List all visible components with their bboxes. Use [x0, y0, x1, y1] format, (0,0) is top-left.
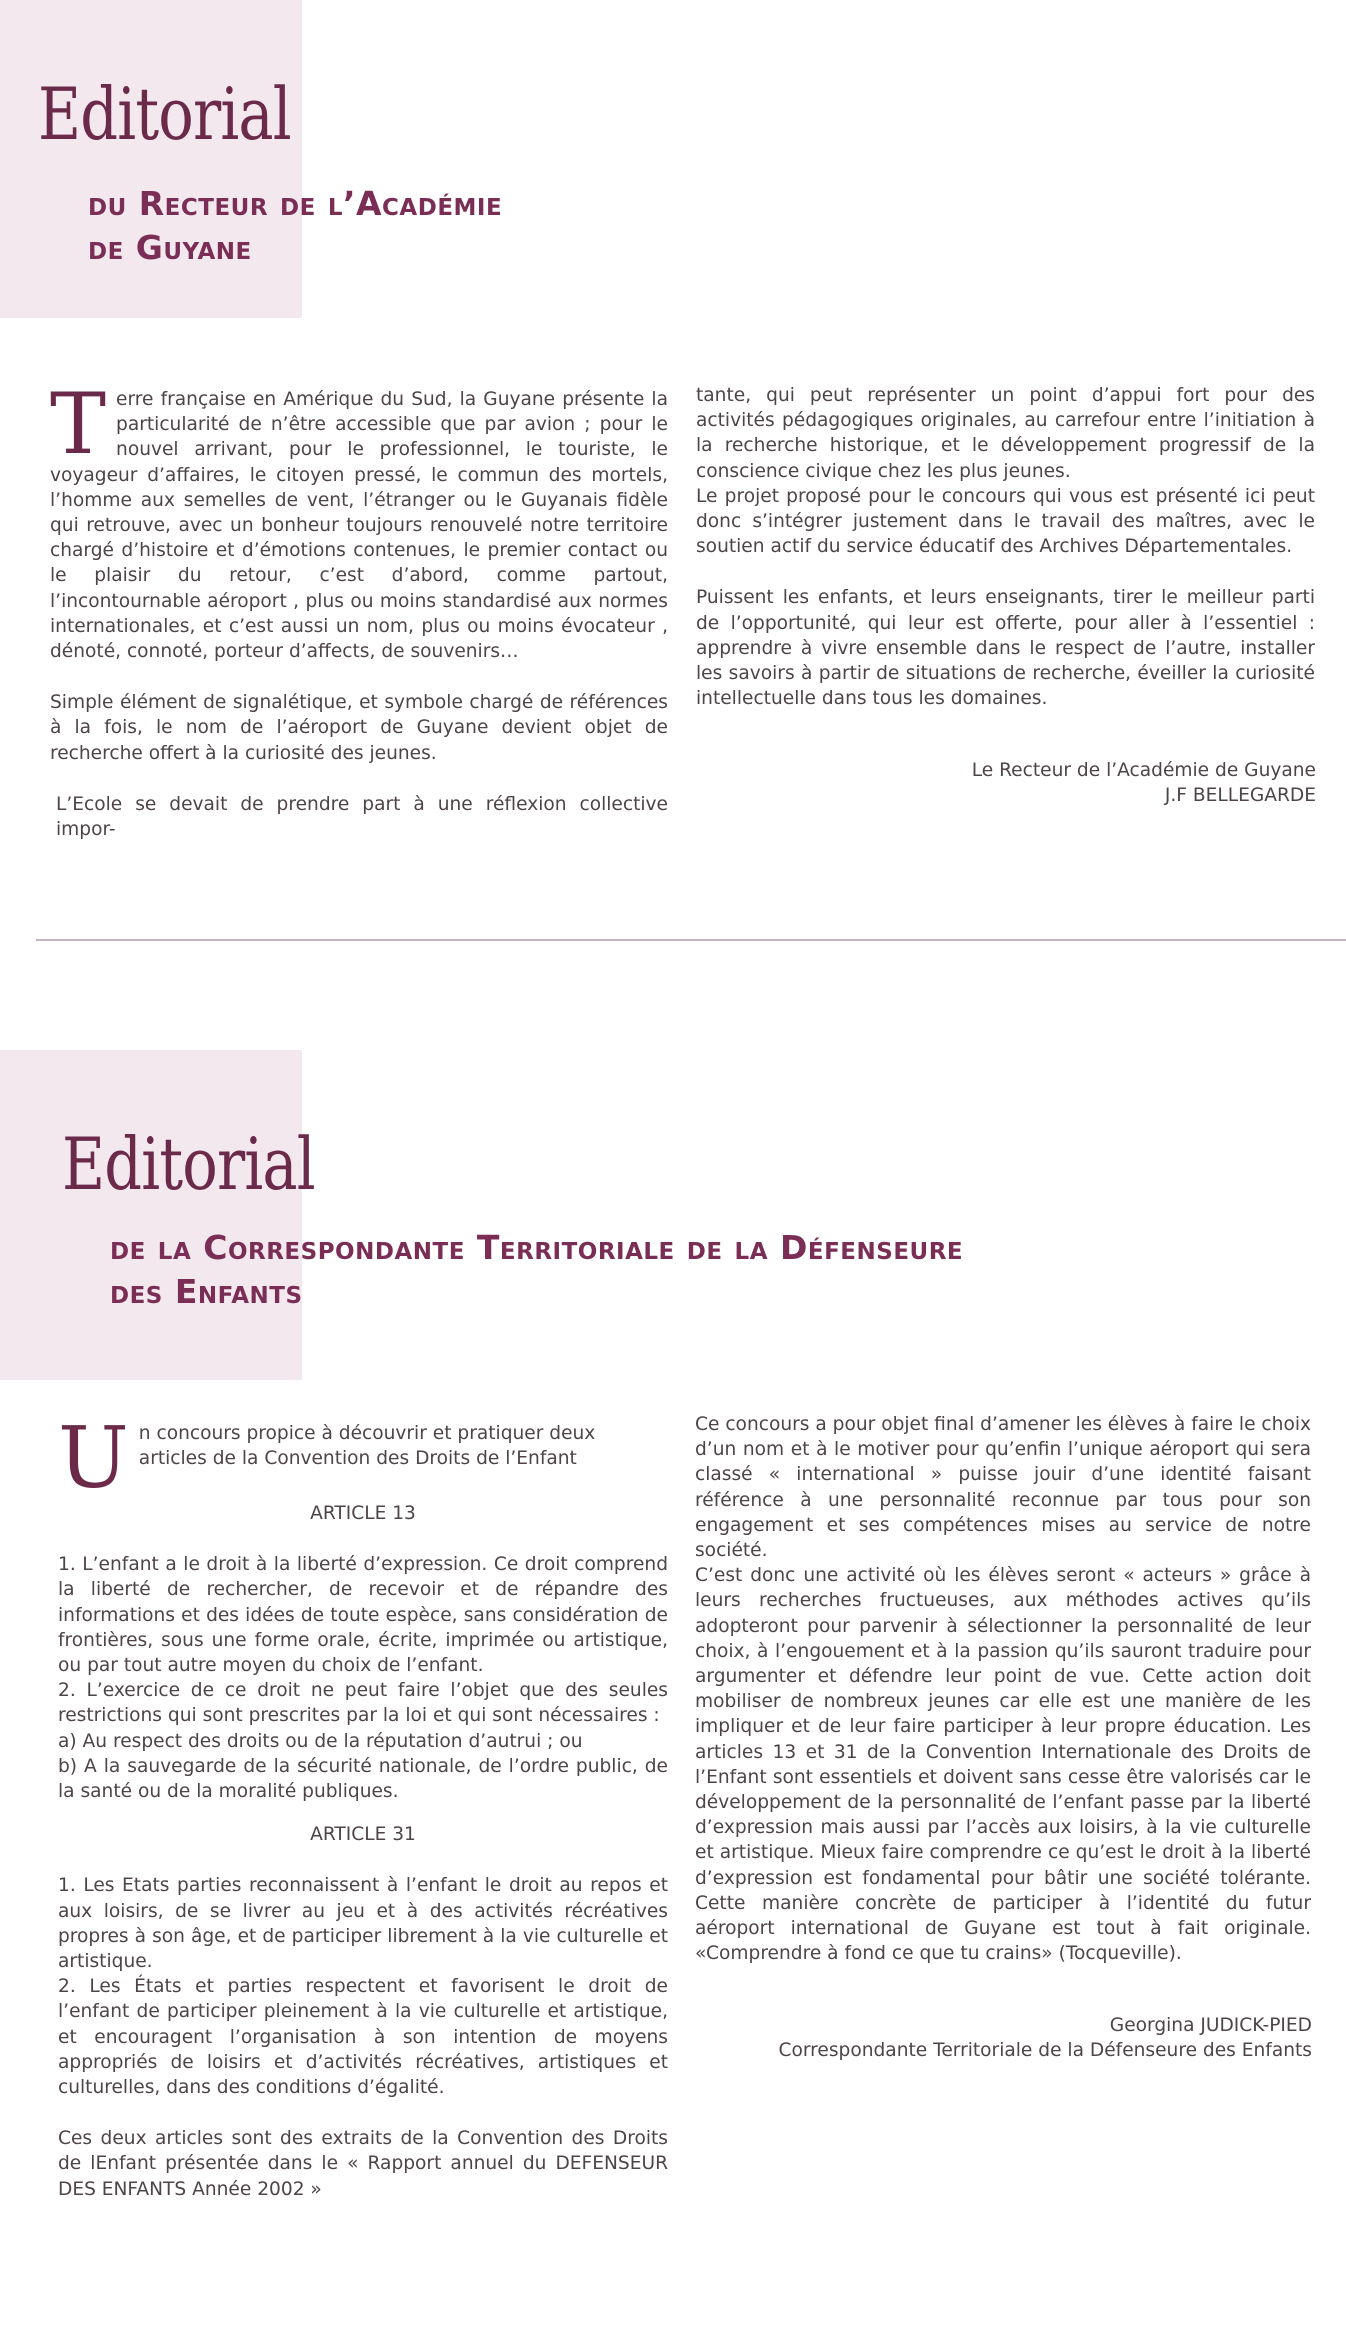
editorial-1-signature — [820, 758, 1316, 808]
section-divider — [36, 939, 1346, 941]
editorial-subtitle-2 — [110, 1226, 963, 1313]
article-13-title: ARTICLE 13 — [310, 1503, 416, 1524]
article-31-p2: 2. Les États et parties respectent et favorisent le droit de l’enfant de participer pleinement à la vie culturelle et artistique, et encouragent l’organisation à son intention de moyens appropriés de loisirs et d’activités récréatives, artistiques et culturelles, dans des conditions d’égalité. — [58, 1976, 668, 2099]
editorial-1-right-p1: tante, qui peut représenter un point d’appui fort pour des activités pédagogiques originales, au carrefour entre l’initiation à la recherche historique, et le développement progressif de la conscience civique chez les plus jeunes. — [696, 385, 1315, 482]
editorial-heading-2: Editorial — [62, 1122, 315, 1206]
signature-1-line-1: Le Recteur de l’Académie de Guyane — [971, 760, 1316, 781]
editorial-2-intro-text: n concours propice à découvrir et pratiquer deux articles de la Convention des Droits de l’Enfant — [138, 1423, 596, 1470]
dropcap-2: U — [58, 1421, 129, 1491]
article-13-p3: a) Au respect des droits ou de la réputation d’autrui ; ou — [58, 1730, 583, 1752]
editorial-2-right-column — [695, 1412, 1311, 1966]
article-31-p1: 1. Les Etats parties reconnaissent à l’enfant le droit au repos et aux loisirs, de se livrer au jeu et à des activités récréatives propres à son âge, et de participer librement à la vie culturelle et artistique. — [58, 1875, 668, 1973]
editorial-1-left-p3: L’Ecole se devait de prendre part à une réflexion collective impor- — [56, 793, 668, 841]
header-background-2 — [0, 1050, 302, 1380]
editorial-1-right-p2: Le projet proposé pour le concours qui vous est présenté ici peut donc s’intégrer justement dans le travail des maîtres, avec le soutien actif du service éducatif des Archives Départementales. — [696, 485, 1315, 558]
article-31-title: ARTICLE 31 — [310, 1824, 416, 1846]
signature-2-line-2: Correspondante Territoriale de la Défenseure des Enfants — [778, 2040, 1312, 2062]
article-13-p1: 1. L’enfant a le droit à la liberté d’expression. Ce droit comprend la liberté de rechercher, de recevoir et de répandre des informations et des idées de toute espèce, sans considération de frontières, sous une forme orale, écrite, imprimée ou artistique, ou par tout autre moyen du choix de l’enfant. — [58, 1554, 668, 1677]
editorial-heading-1: Editorial — [38, 72, 291, 156]
subtitle-1-line-1: du Recteur de l’Académie — [88, 184, 503, 223]
editorial-1-right-p3: Puissent les enfants, et leurs enseignants, tirer le meilleur parti de l’opportunité, qui leur est offerte, pour aller à l’essentiel : apprendre à vivre ensemble dans le respect de l’autre, installer les savoirs à partir de situations de recherche, éveiller la curiosité intellectuelle dans tous les domaines. — [696, 587, 1315, 710]
editorial-2-right-p1: Ce concours a pour objet final d’amener les élèves à faire le choix d’un nom et à le motiver pour qu’enfin l’unique aéroport qui sera classé « international » puisse jouir d’une identité faisant référence à une personnalité reconnue par tous pour son engagement et ses compétences mises au service de notre société. — [695, 1414, 1311, 1562]
editorial-2-right-p2: C’est donc une activité où les élèves seront « acteurs » grâce à leurs recherches fructueuses, aux méthodes actives qu’ils adopteront pour parvenir à sélectionner la personnalité de leur choix, à l’engouement et à la passion qu’ils sauront traduire pour argumenter et défendre leur point de vue. Cette action doit mobiliser de nombreux jeunes car elle est une manière de les impliquer et de leur faire participer à leur propre éducation. Les articles 13 et 31 de la Convention Internationale des Droits de l’Enfant sont essentiels et doivent sans cesse être valorisés car le développement de la personnalité de l’enfant passe par la liberté d’expression mais aussi par l’accès aux loisirs, à la vie culturelle et artistique. Mieux faire comprendre ce qu’est le droit à la liberté d’expression est fondamental pour bâtir une société tolérante. Cette manière concrète de participer à l’identité du futur aéroport international de Guyane est tout à fait originale. «Comprendre à fond ce que tu crains» (Tocqueville). — [695, 1565, 1311, 1965]
editorial-2-closing: Ces deux articles sont des extraits de la Convention des Droits de lEnfant présentée dans le « Rapport annuel du DEFENSEUR DES ENFANTS Année 2002 » — [58, 2128, 668, 2200]
subtitle-1-line-2: de Guyane — [88, 227, 252, 267]
editorial-subtitle-1 — [88, 182, 502, 269]
editorial-1-first-paragraph — [50, 387, 668, 664]
subtitle-2-line-1: de la Correspondante Territoriale de la Défenseure — [110, 1228, 964, 1267]
editorial-2-signature — [640, 2013, 1312, 2063]
editorial-1-right-column — [696, 383, 1315, 711]
editorial-1-left-column — [50, 387, 668, 842]
subtitle-2-line-2: des Enfants — [110, 1271, 303, 1311]
header-background-1 — [0, 0, 302, 318]
dropcap-1: T — [50, 387, 107, 473]
editorial-1-left-p1: erre française en Amérique du Sud, la Guyane présente la particularité de n’être accessible que par avion ; pour le nouvel arrivant, pour le professionnel, le touriste, le voyageur d’affaires, le citoyen pressé, le commun des mortels, l’homme aux semelles de vent, l’étranger ou le Guyanais fidèle qui retrouve, avec un bonheur toujours renouvelé notre territoire chargé d’histoire et d’émotions contenues, le premier contact ou le plaisir du retour, c’est d’abord, comme partout, l’incontournable aéroport , plus ou moins standardisé aux normes internationales, et c’est aussi un nom, plus ou moins évocateur , dénoté, connoté, porteur d’affects, de souvenirs… — [50, 389, 668, 663]
article-13-p2: 2. L’exercice de ce droit ne peut faire l’objet que des seules restrictions qui sont prescrites par la loi et qui sont nécessaires : — [58, 1680, 668, 1727]
signature-2-line-1: Georgina JUDICK-PIED — [1109, 2015, 1312, 2036]
article-13-p4: b) A la sauvegarde de la sécurité nationale, de l’ordre public, de la santé ou de la moralité publiques. — [58, 1755, 668, 1803]
editorial-1-left-p2: Simple élément de signalétique, et symbole chargé de références à la fois, le nom de l’aéroport de Guyane devient objet de recherche offert à la curiosité des jeunes. — [50, 692, 668, 764]
editorial-2-intro — [58, 1421, 668, 1491]
signature-1-line-2: J.F BELLEGARDE — [1164, 785, 1316, 807]
editorial-2-left-column — [58, 1421, 668, 2202]
